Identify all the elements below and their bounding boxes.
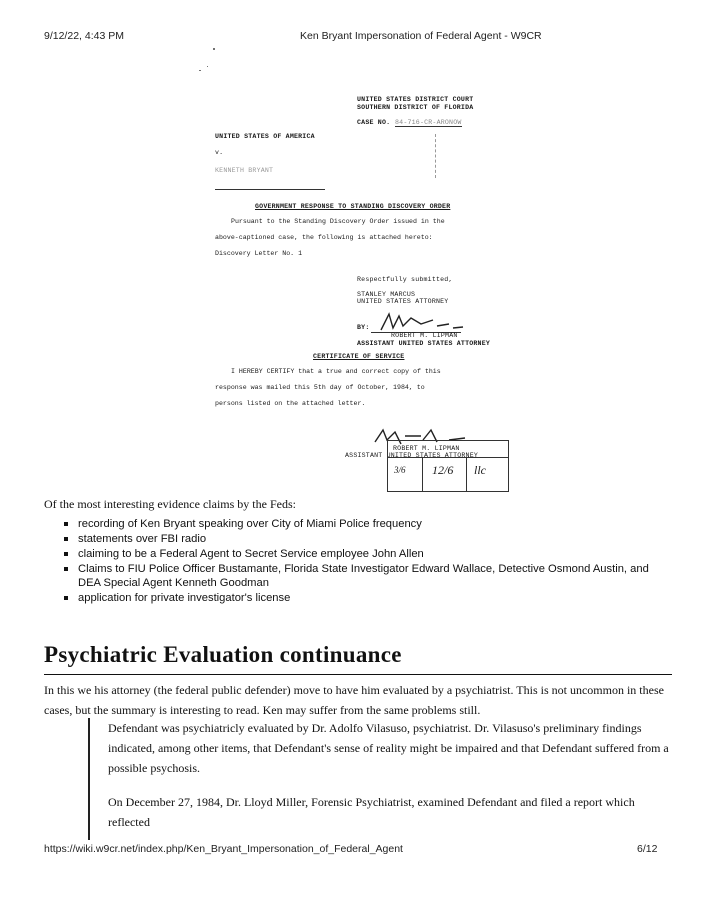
second-signer-name: ROBERT M. LIPMAN	[393, 445, 460, 452]
defendant: KENNETH BRYANT	[215, 167, 274, 174]
scanned-court-document	[195, 40, 525, 495]
document-title: GOVERNMENT RESPONSE TO STANDING DISCOVERY ORDER	[255, 203, 451, 210]
heading-rule	[44, 674, 672, 675]
plaintiff: UNITED STATES OF AMERICA	[215, 133, 315, 140]
stamp-cell-3: llc	[474, 463, 486, 477]
list-item: application for private investigator's license	[44, 591, 654, 605]
assistant-attorney-name: ROBERT M. LIPMAN	[391, 332, 458, 339]
case-number-value: 84-716-CR-ARONOW	[395, 119, 462, 126]
page-url: https://wiki.w9cr.net/index.php/Ken_Bryant_Impersonation_of_Federal_Agent	[44, 843, 403, 855]
stamp-cell-2: 12/6	[432, 463, 454, 477]
section-heading: Psychiatric Evaluation continuance	[44, 642, 402, 667]
list-item: Claims to FIU Police Officer Bustamante, Florida State Investigator Edward Wallace, Detective Osmond Austin, and DEA Special Agent Kenneth Goodman	[44, 562, 654, 590]
certificate-body: I HEREBY CERTIFY that a true and correct copy of this response was mailed this 5th day of October, 1984, to persons listed on the attached letter.	[215, 368, 441, 407]
receipt-stamp	[387, 440, 509, 492]
blockquote	[88, 718, 674, 840]
stamp-cell-1: 3/6	[394, 465, 406, 475]
list-item: recording of Ken Bryant speaking over City of Miami Police frequency	[44, 517, 654, 531]
list-item: claiming to be a Federal Agent to Secret Service employee John Allen	[44, 547, 654, 561]
section-paragraph: In this we his attorney (the federal public defender) move to have him evaluated by a psychiatrist. This is not uncommon in these cases, but the summary is interesting to read. Ken may suffer from the same problems still.	[44, 683, 664, 717]
quote-paragraph-1: Defendant was psychiatricly evaluated by Dr. Adolfo Vilasuso, psychiatrist. Dr. Vilasuso's preliminary findings indicated, among other items, that Defendant's sense of reality might be impaired and that Defendant suffered from a possible psychosis.	[108, 721, 669, 775]
print-datetime: 9/12/22, 4:43 PM	[44, 30, 124, 42]
versus: v.	[215, 149, 224, 156]
caption-rule	[215, 189, 325, 190]
print-title: Ken Bryant Impersonation of Federal Agent - W9CR	[300, 30, 542, 42]
certificate-title: CERTIFICATE OF SERVICE	[313, 353, 405, 360]
court-line-1: UNITED STATES DISTRICT COURT	[357, 96, 474, 103]
second-signer-title: ASSISTANT UNITED STATES ATTORNEY	[345, 452, 479, 459]
page-number: 6/12	[637, 843, 658, 855]
us-attorney-name: STANLEY MARCUS	[357, 291, 416, 298]
case-number-label: CASE NO.	[357, 119, 391, 126]
assistant-attorney-title: ASSISTANT UNITED STATES ATTORNEY	[357, 340, 491, 347]
document-body: Pursuant to the Standing Discovery Order issued in the above-captioned case, the following is attached hereto: Discovery Letter No. 1	[215, 218, 445, 257]
evidence-claims-list	[44, 517, 654, 606]
evidence-intro: Of the most interesting evidence claims by the Feds:	[44, 497, 296, 511]
respectfully-submitted: Respectfully submitted,	[357, 276, 453, 283]
scan-stamp-noise	[435, 134, 486, 178]
list-item: statements over FBI radio	[44, 532, 654, 546]
quote-paragraph-2: On December 27, 1984, Dr. Lloyd Miller, Forensic Psychiatrist, examined Defendant and filed a report which reflected	[108, 795, 635, 829]
us-attorney-title: UNITED STATES ATTORNEY	[357, 298, 449, 305]
by-label: BY:	[357, 324, 370, 331]
court-line-2: SOUTHERN DISTRICT OF FLORIDA	[357, 104, 474, 111]
